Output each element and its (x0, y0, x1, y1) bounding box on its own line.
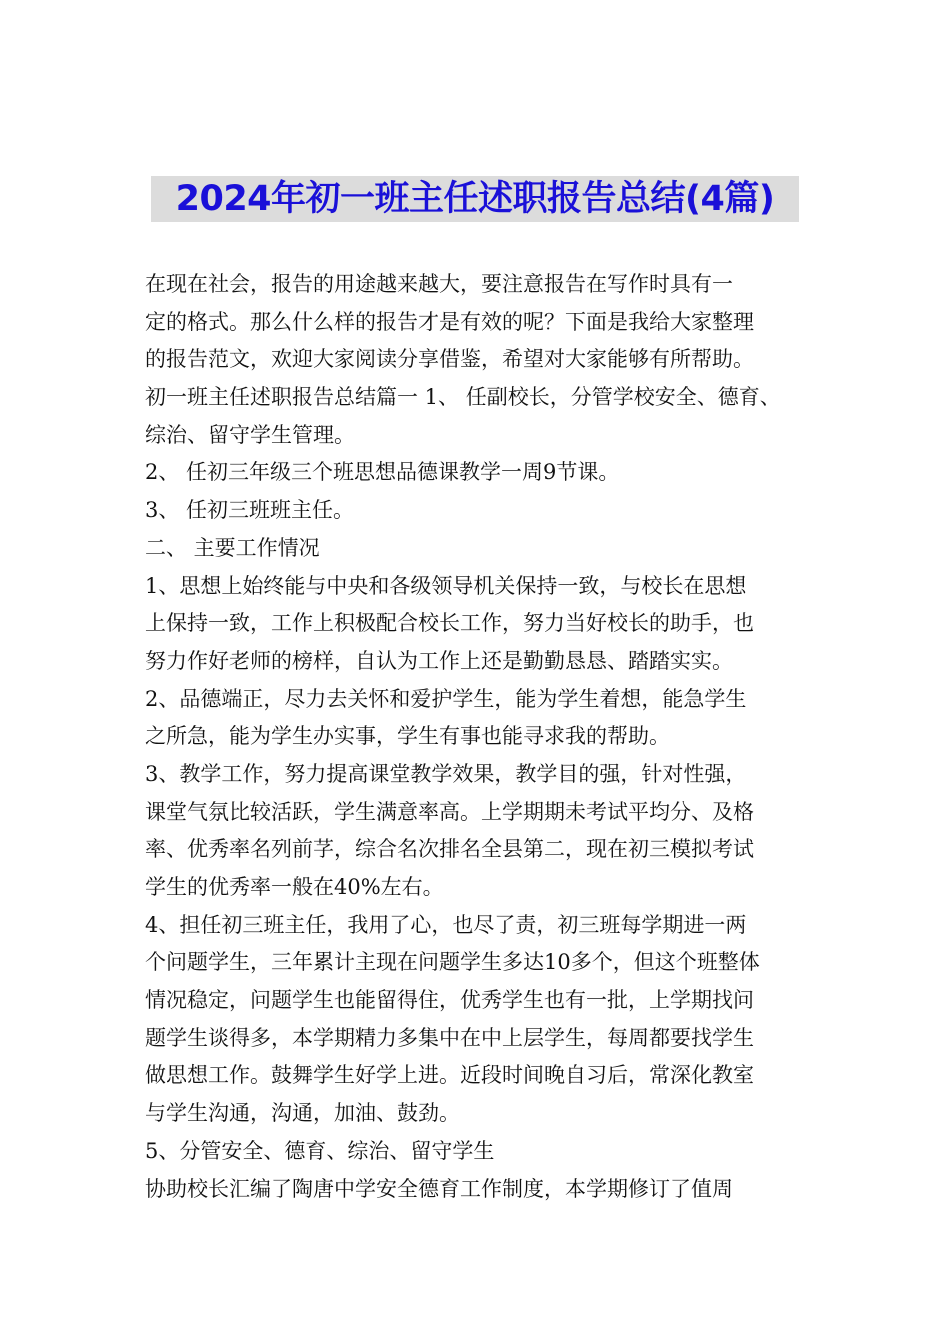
paragraph-line: 与学生沟通，沟通，加油、鼓劲。 (145, 1101, 460, 1126)
paragraph-line: 做思想工作。鼓舞学生好学上进。近段时间晚自习后，常深化教室 (145, 1063, 754, 1088)
paragraph-line: 情况稳定，问题学生也能留得住，优秀学生也有一批，上学期找问 (145, 988, 754, 1013)
paragraph-line: 上保持一致，工作上积极配合校长工作，努力当好校长的助手，也 (145, 611, 754, 636)
paragraph-line: 学生的优秀率一般在40%左右。 (145, 875, 444, 899)
paragraph-line: 努力作好老师的榜样，自认为工作上还是勤勤恳恳、踏踏实实。 (145, 648, 733, 673)
paragraph-line: 个问题学生，三年累计主现在问题学生多达10多个，但这个班整体 (145, 950, 760, 975)
paragraph-line: 课堂气氛比较活跃，学生满意率高。上学期期未考试平均分、及格 (145, 799, 754, 824)
paragraph-line: 之所急，能为学生办实事，学生有事也能寻求我的帮助。 (145, 724, 670, 749)
paragraph-line: 定的格式。那么什么样的报告才是有效的呢？下面是我给大家整理 (145, 309, 754, 334)
paragraph-line: 率、优秀率名列前芓，综合名次排名全县第二，现在初三模拟考试 (145, 837, 754, 862)
paragraph-line: 1、思想上始终能与中央和各级领导机关保持一致，与校长在思想 (145, 573, 747, 598)
paragraph-line: 初一班主任述职报告总结篇一 1、 任副校长，分管学校安全、德育、 (145, 385, 781, 410)
paragraph-line: 5、分管安全、德育、综治、留守学生 (145, 1138, 495, 1163)
document-title: 2024年初一班主任述职报告总结(4篇) (151, 176, 799, 222)
paragraph-line: 3、 任初三班班主任。 (145, 498, 355, 523)
paragraph-line: 协助校长汇编了陶唐中学安全德育工作制度，本学期修订了值周 (145, 1176, 733, 1201)
paragraph-line: 在现在社会，报告的用途越来越大，要注意报告在写作时具有一 (145, 272, 733, 296)
document-body (145, 266, 815, 1208)
paragraph-line: 综治、留守学生管理。 (145, 422, 355, 447)
paragraph-line: 3、教学工作，努力提高课堂教学效果，教学目的强，针对性强， (145, 761, 747, 786)
paragraph-line: 二、 主要工作情况 (145, 535, 320, 560)
paragraph-line: 2、 任初三年级三个班思想品德课教学一周9节课。 (145, 460, 620, 485)
paragraph-line: 题学生谈得多，本学期精力多集中在中上层学生，每周都要找学生 (145, 1025, 754, 1050)
paragraph-line: 4、担任初三班主任，我用了心，也尽了责，初三班每学期进一两 (145, 912, 747, 937)
paragraph-line: 2、品德端正，尽力去关怀和爱护学生，能为学生着想，能急学生 (145, 686, 747, 711)
paragraph-line: 的报告范文，欢迎大家阅读分享借鉴，希望对大家能够有所帮助。 (145, 347, 754, 372)
